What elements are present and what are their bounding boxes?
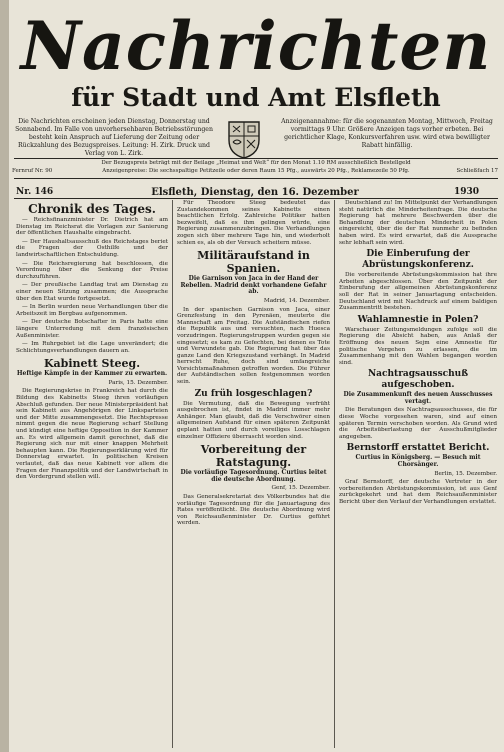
po-box: Schließfach 17 <box>456 168 498 174</box>
chronik-item: — Reichsfinanzminister Dr. Dietrich hat am Dienstag im Reichsrat die Vorlagen zur Sanierung der öffentlichen Haushalte eingebracht. <box>16 217 168 237</box>
article-subheadline: Die Garnison von Jaca in der Hand der Rebellen. Madrid denkt vorhandene Gefahr ab. <box>180 275 327 296</box>
chronik-item: — Der preußische Landtag trat am Dienstag zu einer neuen Sitzung zusammen; die Aussprache über den Etat wurde fortgesetzt. <box>16 282 168 302</box>
section-heading: Chronik des Tages. <box>28 202 156 216</box>
binding-edge <box>0 0 9 752</box>
issue-number: Nr. 146 <box>16 187 54 197</box>
elsfleth-coat-of-arms-icon <box>225 118 263 160</box>
article-dateline: Genf, 15. Dezember. <box>271 485 330 492</box>
rule <box>14 158 498 159</box>
newspaper-subtitle: für Stadt und Amt Elsfleth <box>71 83 441 112</box>
chronik-item: — In Berlin wurden neue Verhandlungen über die Arbeitszeit im Bergbau aufgenommen. <box>16 304 168 317</box>
article-dateline: Berlin, 15. Dezember. <box>434 470 497 477</box>
article-body: Die Regierungskrise in Frankreich hat durch die Bildung des Kabinetts Steeg ihren vorläufigen Abschluß gefunden. Der neue Ministerpräsident hat sein Kabinett aus Angehörigen der Linksparteien und der Mitte zusammengesetzt. Die Rechtspresse nimmt gegen die neue Regierung scharf Stellung und kündigt eine heftige Opposition in der Kammer an. Es wird allgemein damit gerechnet, daß die Regierung sich nur mit einer knappen Mehrheit behaupten kann. Die Regierungserklärung wird für Donnerstag erwartet. In politischen Kreisen verlautet, daß das neue Kabinett vor allem die Fragen der Finanzpolitik und der Landwirtschaft in den Vordergrund stellen will. <box>16 388 168 481</box>
article-body: Graf Bernstorff, der deutsche Vertreter in der vorbereitenden Abrüstungskommission, ist aus Genf zurückgekehrt und hat dem Reichsaußenminister Bericht über den Verlauf der Verhandlungen erstattet. <box>339 479 497 505</box>
article-dateline: Madrid, 14. Dezember. <box>263 297 330 304</box>
article-headline: Bernstorff erstattet Bericht. <box>346 443 490 454</box>
article-subheadline: Heftige Kämpfe in der Kammer zu erwarten. <box>16 370 168 378</box>
chronik-item: — Die Reichsregierung hat beschlossen, die Verordnung über die Senkung der Preise durchzuführen. <box>16 260 168 280</box>
article-headline: Kabinett Steeg. <box>43 357 141 371</box>
article-subheadline: Curtius in Königsberg. — Besuch mit Chorsänger. <box>355 454 481 469</box>
advertising-info: Anzeigenannahme: für die sogenannten Montag, Mittwoch, Freitag vormittags 9 Uhr. Größere Anzeigen tags vorher erbeten. Bei gerichtlicher Klage, Konkursverfahren usw. wird etwa bewilligter Rabatt hinfällig. <box>281 118 493 149</box>
article-body: In der spanischen Garnison von Jaca, einer Grenzfestung in den Pyrenäen, meuterte die Mannschaft am Freitag. Die Aufständischen riefen die Republik aus und versuchten, nach Huesca vorzudringen. Regierungstruppen wurden gegen sie eingesetzt; es kam zu Gefechten, bei denen es Tote und Verwundete gab. Die Regierung hat über das ganze Land den Kriegszustand verhängt. In Madrid herrscht Ruhe, doch sind umfangreiche Vorsichtsmaßnahmen getroffen worden. Die Führer der Aufständischen sollen festgenommen worden sein. <box>177 306 330 386</box>
article-headline: Militäraufstand in Spanien. <box>197 249 310 276</box>
article-headline: Zu früh losgeschlagen? <box>194 388 313 399</box>
article-body: Warschauer Zeitungsmeldungen zufolge soll die Regierung die Absicht haben, aus Anlaß der Eröffnung des neuen Sejm eine Amnestie für politische Vergehen zu erlassen, die im Zusammenhang mit den Wahlen begangen worden sind. <box>339 326 497 366</box>
article-body: Für Theodore Steeg bedeutet das Zustandekommen seines Kabinetts einen beachtlichen Erfolg. Zahlreiche Politiker hatten bezweifelt, daß es ihm gelingen würde, eine Regierung zusammenzubringen. Die Verhandlungen zogen sich über mehrere Tage hin, und wiederholt schien es, als ob der Versuch scheitern müsse. <box>177 200 330 246</box>
column-1 <box>16 200 168 748</box>
issue-year: 1930 <box>454 187 480 197</box>
article-body: Deutschland zu! Im Mittelpunkt der Verhandlungen steht natürlich die Minderheitenfrage. Die deutsche Regierung hat mehrere Beschwerden über die Behandlung der deutschen Minderheit in Polen eingereicht, über die der Rat nunmehr zu befinden haben wird. Es wird erwartet, daß die Aussprache sehr lebhaft sein wird. <box>339 200 497 246</box>
place-date: Elsfleth, Dienstag, den 16. Dezember <box>151 187 359 198</box>
article-body: Die Beratungen des Nachtragsausschusses, die für diese Woche vorgesehen waren, sind auf einen späteren Termin verschoben worden. Als Grund wird die Arbeitsüberlastung der Ausschußmitglieder angegeben. <box>339 407 497 440</box>
article-headline: Vorbereitung der Ratstagung. <box>200 443 307 470</box>
article-subheadline: Die Zusammenkunft des neuen Ausschusses vertagt. <box>343 391 493 405</box>
article-headline: Wahlamnestie in Polen? <box>357 314 479 325</box>
chronik-item: — Im Ruhrgebiet ist die Lage unverändert; die Schlichtungsverhandlungen dauern an. <box>16 341 168 354</box>
column-divider <box>334 200 335 748</box>
article-body: Das Generalsekretariat des Völkerbundes hat die vorläufige Tagesordnung für die Januartagung des Rates veröffentlicht. Die deutsche Abordnung wird von Reichsaußenminister Dr. Curtius geführt werden. <box>177 494 330 527</box>
column-2 <box>177 200 330 748</box>
article-body: Die Vermutung, daß die Bewegung verfrüht ausgebrochen ist, findet in Madrid immer mehr Anhänger. Man glaubt, daß die Verschwörer einen allgemeinen Aufstand für einen späteren Zeitpunkt geplant hatten und durch voreiliges Losschlagen einzelner Offiziere überrascht worden sind. <box>177 400 330 440</box>
masthead <box>14 6 498 157</box>
price-line-1: Der Bezugspreis beträgt mit der Beilage „Heimat und Welt“ für den Monat 1.10 RM ausschließlich Bestellgeld <box>101 160 411 166</box>
chronik-item: — Der deutsche Botschafter in Paris hatte eine längere Unterredung mit dem französischen Außenminister. <box>16 319 168 339</box>
article-body: Die vorbereitende Abrüstungskommission hat ihre Arbeiten abgeschlossen. Über den Zeitpunkt der Einberufung der allgemeinen Abrüstungskonferenz soll der Rat in seiner Januartagung entscheiden. Deutschland wird mit Nachdruck auf einem baldigen Zusammentritt bestehen. <box>339 272 497 312</box>
rule <box>14 178 498 179</box>
phone-number: Fernruf Nr. 90 <box>12 168 53 174</box>
article-headline: Die Einberufung der Abrüstungskonferenz. <box>362 249 474 271</box>
column-divider <box>172 200 173 748</box>
rule <box>14 198 498 199</box>
price-line-2: Anzeigenpreise: Die sechsspaltige Petitzeile oder deren Raum 15 Pfg., auswärts 20 Pfg., Reklamezeile 50 Pfg. <box>102 168 410 174</box>
publication-info: Die Nachrichten erscheinen jeden Dienstag, Donnerstag und Sonnabend. Im Falle von unvorhersehbaren Betriebsstörungen besteht kein Anspruch auf Lieferung der Zeitung oder Rückzahlung des Bezugspreises. Leitung: H. Zirk. Druck und Verlag von L. Zirk. <box>15 118 213 157</box>
article-dateline: Paris, 15. Dezember. <box>108 379 168 386</box>
column-3 <box>339 200 497 748</box>
article-subheadline: Die vorläufige Tagesordnung. Curtius leitet die deutsche Abordnung. <box>180 469 327 483</box>
article-headline: Nachtragsausschuß aufgeschoben. <box>367 369 469 391</box>
newspaper-title: Nachrichten <box>20 7 492 85</box>
chronik-item: — Der Haushaltsausschuß des Reichstages beriet die Fragen der Osthilfe und der landwirtschaftlichen Entschuldung. <box>16 238 168 258</box>
